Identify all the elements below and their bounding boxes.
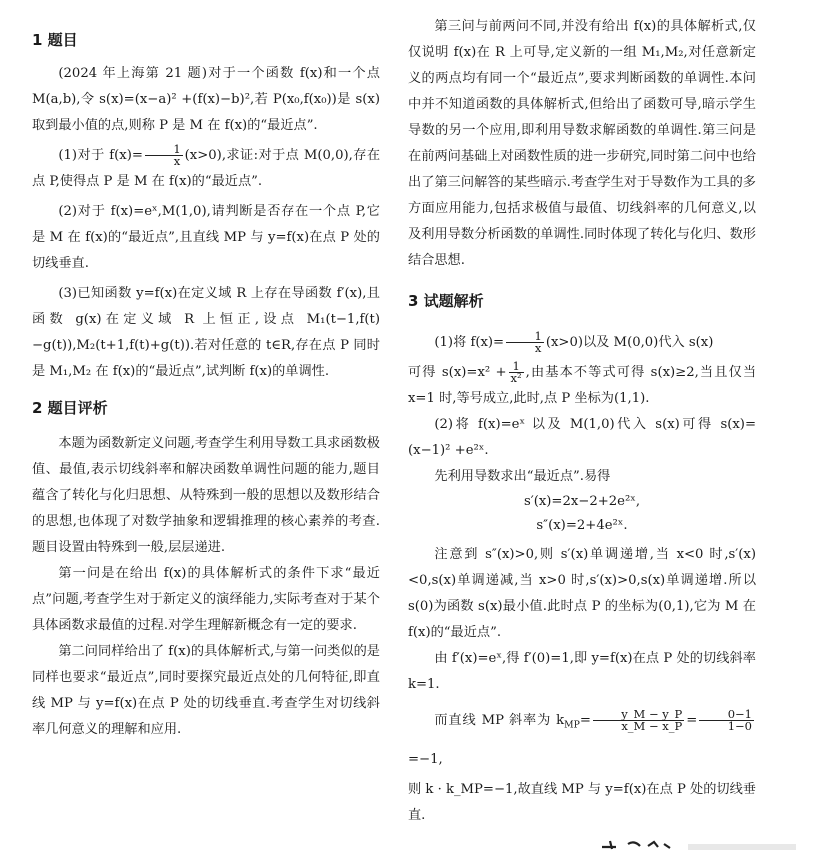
solution-part1-conclusion: ,由基本不等式可得 s(x)≥2,当且仅当 x=1 时,等号成立,此时,点 P 坐标为(1,1).: [408, 365, 757, 406]
mp-slope-result: =−1,: [408, 751, 443, 767]
fraction-denominator: x: [534, 341, 542, 355]
section-heading-analysis: 2 题目评析: [32, 399, 108, 417]
solution-part2-tangent-slope: 由 f′(x)=eˣ,得 f′(0)=1,即 y=f(x)在点 P 处的切线斜率 k=1.: [408, 651, 756, 692]
problem-q1-start: (1)对于 f(x)=: [58, 148, 143, 163]
solution-part2-monotonicity: 注意到 s″(x)>0,则 s′(x)单调递增,当 x<0 时,s′(x)<0,s(x)单调递减,当 x>0 时,s′(x)>0,s(x)单调递增.所以 s(0)为函数 s(x)最小值.此时点 P 的坐标为(0,1),它为 M 在 f(x)的“最近点”.: [408, 547, 756, 640]
equation-first-derivative: s′(x)=2x−2+2e²ˣ,: [523, 494, 641, 509]
solution-part1-fraction-2: [509, 358, 524, 385]
problem-q1-fraction: [145, 141, 183, 168]
problem-q3: (3)已知函数 y=f(x)在定义域 R 上存在导函数 f′(x),且函数 g(x)在定义域 R 上恒正,设点 M₁(t−1,f(t)−g(t)),M₂(t+1,f(t)+g(t)).若对任意的 t∈R,存在点 P 同时是 M₁,M₂ 在 f(x)的“最近点”,试判断 f(x)的单调性.: [32, 286, 380, 379]
problem-q2: (2)对于 f(x)=eˣ,M(1,0),请判断是否存在一个点 P,它是 M 在 f(x)的“最近点”,且直线 MP 与 y=f(x)在点 P 处的切线垂直.: [32, 204, 380, 271]
equation-second-derivative: s″(x)=2+4e²ˣ.: [536, 518, 628, 533]
section-heading-problem: 1 题目: [32, 31, 78, 49]
analysis-paragraph-1: 本题为函数新定义问题,考查学生利用导数工具求函数极值、最值,表示切线斜率和解决函数单调性问题的能力,题目蕴含了转化与化归思想、从特殊到一般的思想以及数形结合的思想,也体现了对数学抽象和逻辑推理的核心素养的考查.题目设置由特殊到一般,层层递进.: [32, 436, 380, 555]
solution-part1-line2: [408, 360, 756, 412]
right-column: [408, 0, 756, 829]
solution-part2-mp-slope: [408, 704, 756, 777]
analysis-paragraph-4: 第三问与前两问不同,并没有给出 f(x)的具体解析式,仅仅说明 f(x)在 R 上可导,定义新的一组 M₁,M₂,对任意新定义的两点均有同一个“最近点”,要求判断函数的单调性.本问中并不知道函数的具体解析式,但给出了函数可导,暗示学生导数的另一个应用,即利用导数求解函数的单调性.第三问是在前两问基础上对函数性质的进一步研究,同时第二问中也给出了第三问解答的某些暗示.考查学生对于导数作为工具的多方面应用能力,包括求极值与最值、切线斜率的几何意义,以及利用导数分析函数的单调性.同时体现了转化与化归、数形结合思想.: [408, 19, 756, 268]
fraction-numerator: 0−1: [699, 709, 754, 722]
problem-intro: (2024 年上海第 21 题)对于一个函数 f(x)和一个点 M(a,b),令 s(x)=(x−a)² +(f(x)−b)²,若 P(x₀,f(x₀))是 s(x)取到最小值的点,则称 P 是 M 在 f(x)的“最近点”.: [32, 66, 380, 133]
solution-part1-end: (x>0)以及 M(0,0)代入 s(x): [545, 335, 714, 350]
solution-part1-expr: 可得 s(x)=x² +: [408, 365, 507, 380]
mp-slope-subscript: MP: [564, 719, 580, 731]
analysis-paragraph-3: 第二问同样给出了 f(x)的具体解析式,与第一问类似的是同样也要求“最近点”,同时要探究最近点处的几何特征,即直线 MP 与 y=f(x)在点 P 处的切线垂直.考查学生对切线斜率几何意义的理解和应用.: [32, 644, 380, 737]
solution-part2-setup: (2)将 f(x)=eˣ 以及 M(1,0)代入 s(x)可得 s(x)=(x−1)² +e²ˣ.: [408, 417, 756, 458]
mp-slope-fraction-general: [593, 706, 684, 733]
solution-part1-line1: [408, 328, 756, 358]
fraction-numerator: 1: [506, 331, 544, 344]
left-column: [32, 0, 380, 743]
solution-part1-fraction: [506, 328, 544, 355]
mp-slope-text: 而直线 MP 斜率为 k: [434, 713, 565, 728]
analysis-paragraph-2: 第一问是在给出 f(x)的具体解析式的条件下求“最近点”问题,考查学生对于新定义的演绎能力,实际考查对于某个具体函数求最值的过程.对学生理解新概念有一定的要求.: [32, 566, 380, 633]
fraction-numerator: 1: [509, 361, 524, 374]
fraction-denominator: 1−0: [727, 719, 752, 733]
equals-sign: =: [686, 713, 698, 728]
fraction-numerator: y_M − y_P: [593, 709, 684, 722]
problem-q1: [32, 143, 380, 195]
solution-part1-start: (1)将 f(x)=: [434, 335, 505, 350]
handwriting-mark: [598, 838, 798, 850]
fraction-denominator: x²: [510, 371, 522, 385]
fraction-denominator: x_M − x_P: [621, 719, 683, 733]
fraction-numerator: 1: [145, 144, 183, 157]
equals-sign: =: [579, 713, 591, 728]
mp-slope-fraction-values: [699, 706, 754, 733]
solution-part2-derivative-intro: 先利用导数求出“最近点”.易得: [434, 469, 611, 484]
problem-q1-end: (x>0),求证:对于点 M(0,0),存在点 P,使得点 P 是 M 在 f(x)的“最近点”.: [32, 148, 381, 189]
solution-part2-conclusion: 则 k · k_MP=−1,故直线 MP 与 y=f(x)在点 P 处的切线垂直.: [408, 781, 756, 823]
section-heading-solution: 3 试题解析: [408, 292, 484, 310]
fraction-denominator: x: [173, 154, 181, 168]
